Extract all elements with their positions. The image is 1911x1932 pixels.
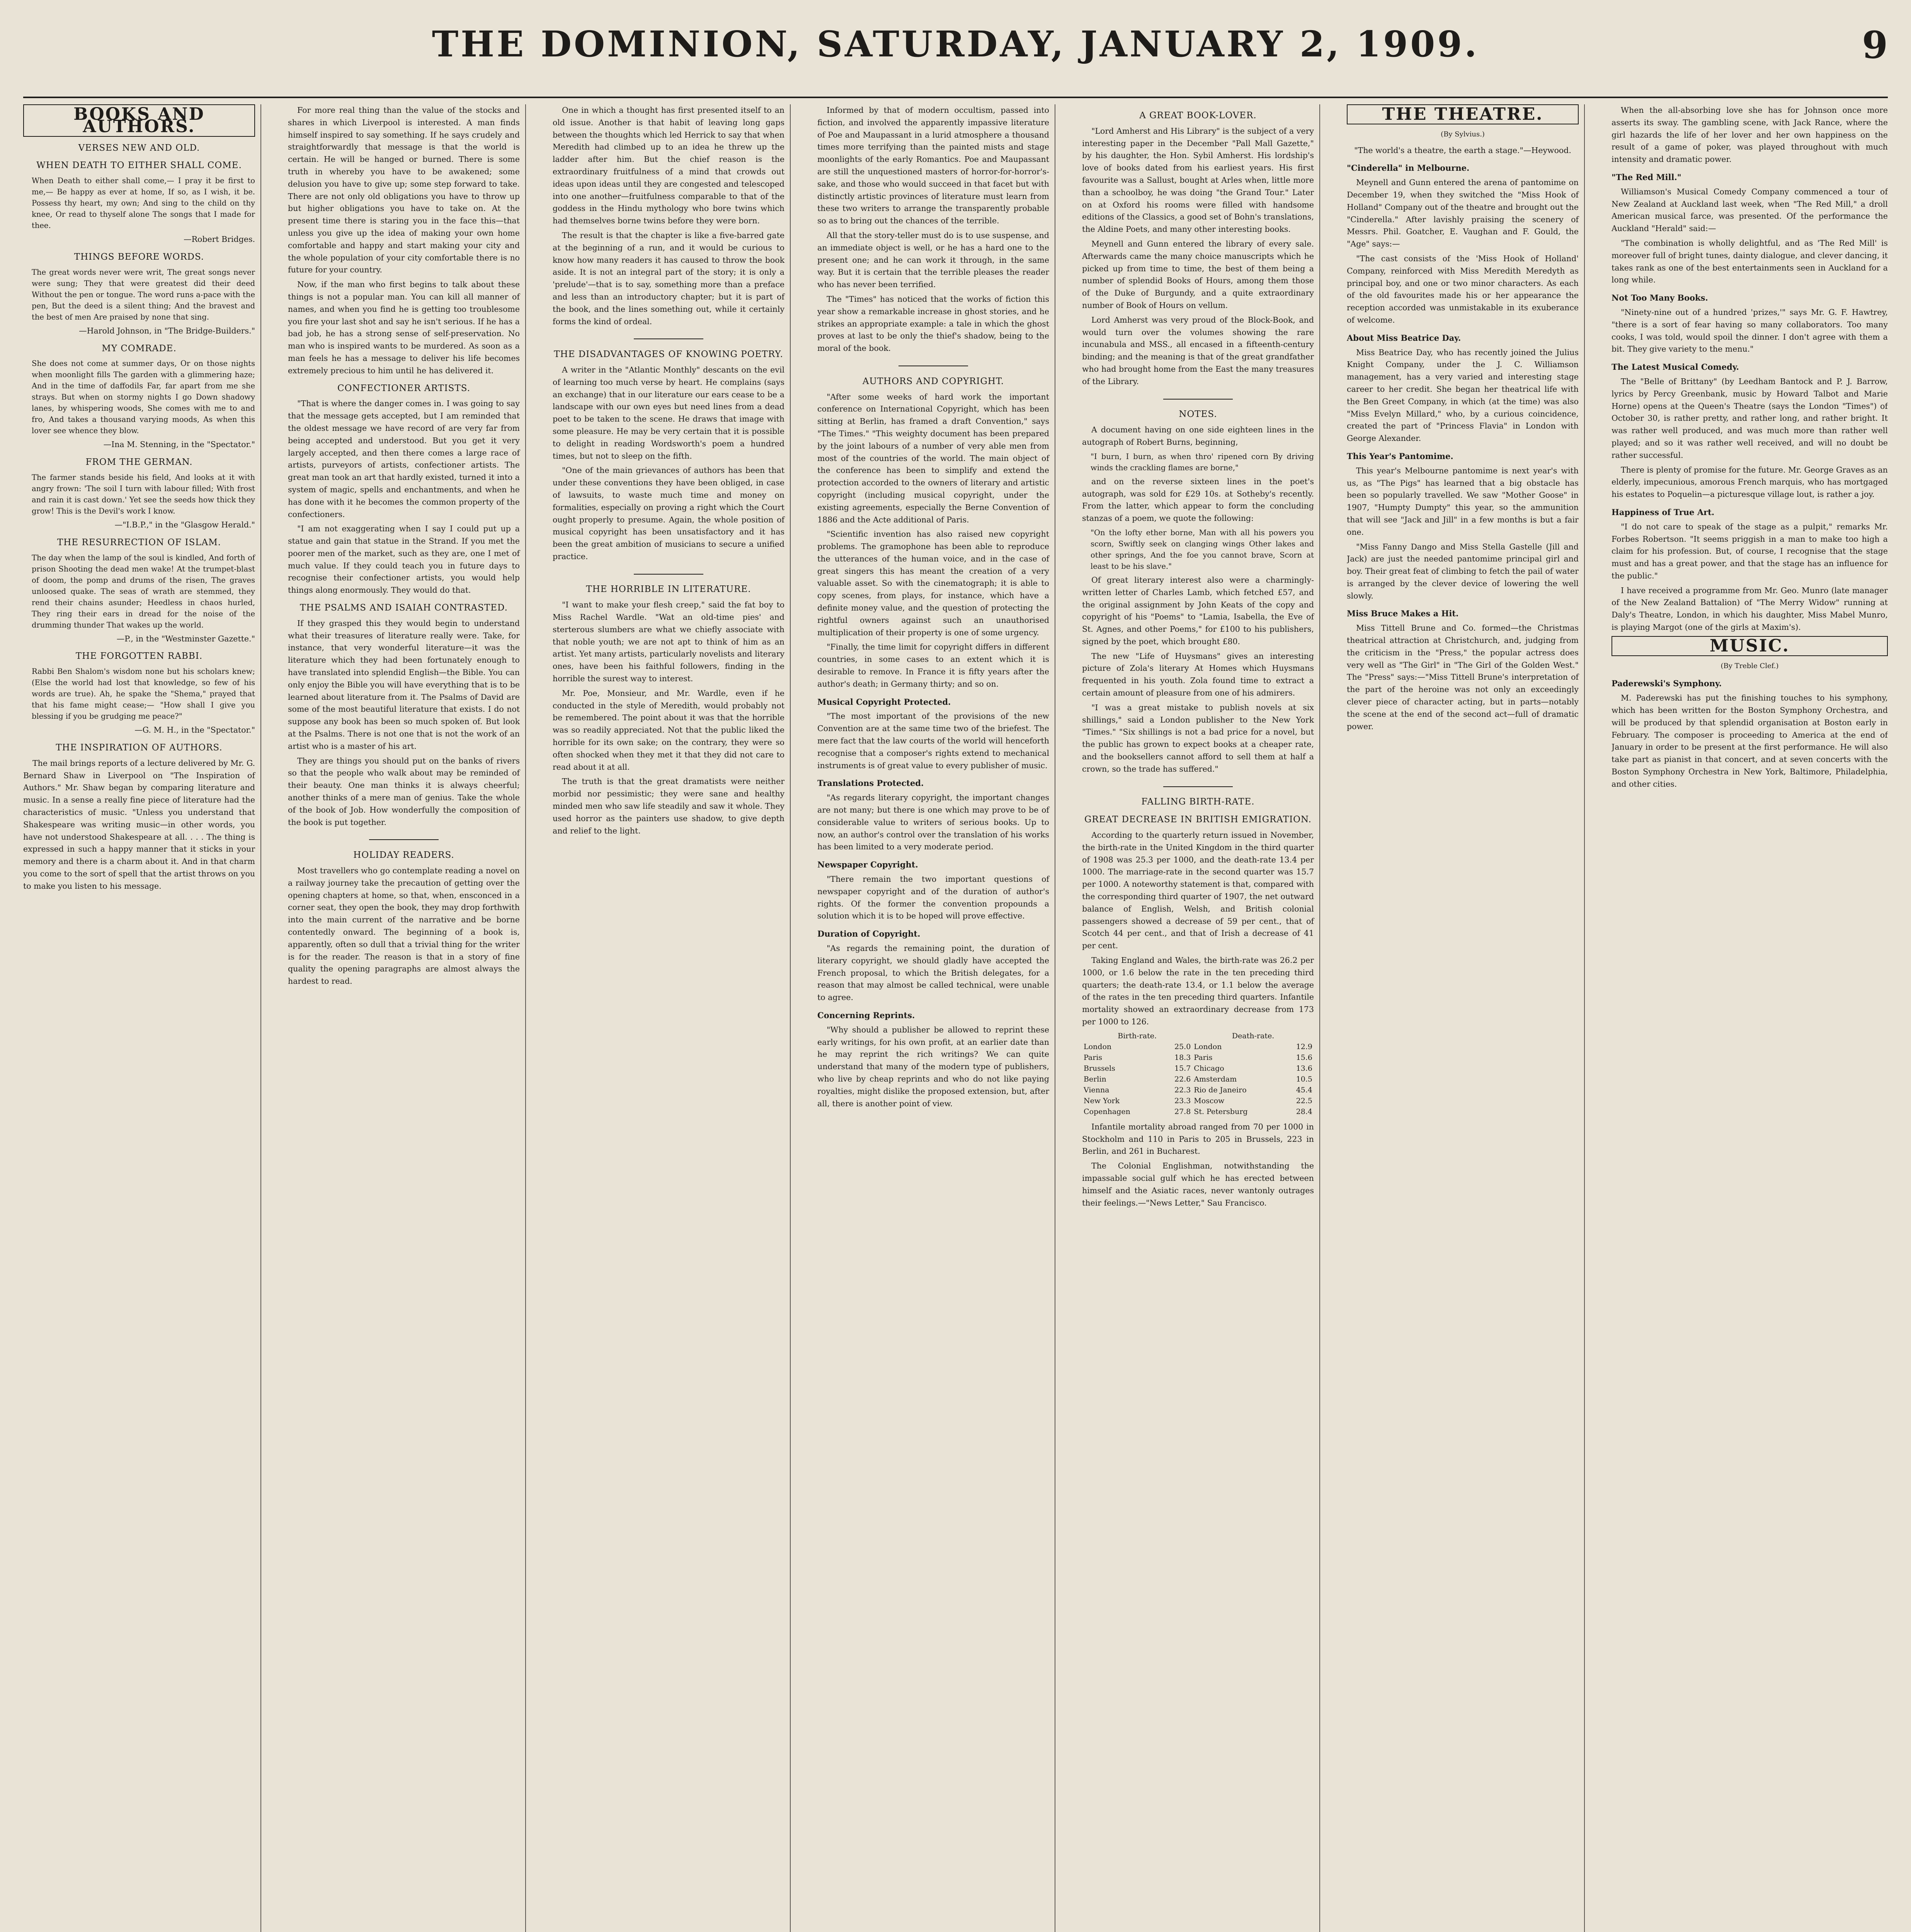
article-paragraph: If they grasped this they would begin to understand what their treasures of literature really were. Take, for instance, that very wonderful literature—it was the literature which they had been fortunately enough to have translated into splendid English—the Bible. You can only enjoy the Bible you will have everything that is to be learned about literature from it. The Psalms of David are some of the most beautiful literature that exists. I do not suppose any book has been so much spoken of. But look at the Psalms. There is not one that is not the work of an artist who is a master of his art. — [288, 618, 520, 751]
poem-title: THINGS BEFORE WORDS. — [74, 252, 204, 262]
article-subheading: Newspaper Copyright. — [817, 860, 918, 870]
byline: (By Treble Clef.) — [1720, 662, 1779, 670]
poem-body: The farmer stands beside his field, And looks at it with angry frown: 'The soil I turn with labour filled; With frost and rain it is cast down.' Yet see the seeds how thick they grow! This is the Devil's work I know. — [32, 473, 255, 515]
article-paragraph: and on the reverse sixteen lines in the poet's autograph, was sold for £29 10s. at Sotheby's recently. From the latter, which appear to form the concluding stanzas of a poem, we quote the following: — [1082, 476, 1314, 523]
article-subheading: About Miss Beatrice Day. — [1347, 333, 1461, 343]
article-heading: HOLIDAY READERS. — [353, 850, 454, 861]
article-paragraph: Informed by that of modern occultism, passed into fiction, and involved the apparently impassive literature of Poe and Maupassant in a lurid atmosphere a thousand times more terrifying than the painted mists and stage moonlights of the early Romantics. Poe and Maupassant are still the unquestioned masters of horror-for-horror's-sake, and those who would succeed in that facet but with distinctly artistic provinces of literature must learn from these two writers to arrange the transparently probable so as to bring out the chances of the terrible. — [817, 105, 1049, 226]
article-subheading: Concerning Reprints. — [817, 1010, 915, 1020]
column-2 — [288, 104, 526, 1932]
article-paragraph: "Miss Fanny Dango and Miss Stella Gastelle (Jill and Jack) are just the needed pantomime principal girl and boy. Their great feat of climbing to fetch the pail of water is arranged by the clever device of lowering the well slowly. — [1347, 542, 1579, 600]
table-cell: St. Petersburg — [1194, 1107, 1248, 1116]
divider — [553, 331, 784, 343]
column-7 — [1612, 104, 1888, 1932]
article-subheading: "Cinderella" in Melbourne. — [1347, 163, 1470, 173]
table-cell: Chicago — [1194, 1064, 1224, 1073]
table-cell: Moscow — [1194, 1096, 1225, 1105]
table-cell: 15.7 — [1174, 1064, 1191, 1073]
table-cell: 22.6 — [1174, 1075, 1191, 1083]
poem-title: FROM THE GERMAN. — [85, 457, 193, 468]
article-heading: FALLING BIRTH-RATE. — [1141, 797, 1255, 807]
table-cell: 12.9 — [1296, 1042, 1312, 1051]
table-cell: Berlin — [1084, 1075, 1106, 1083]
article-subheading: THE PSALMS AND ISAIAH CONTRASTED. — [300, 603, 508, 613]
article-paragraph: "One of the main grievances of authors has been that under these conventions they have been obliged, in case of lawsuits, to waste much time and money on formalities, especially on proving a right which the Court ought properly to presume. Again, the whole position of musical copyright has been unsatisfactory and it has been the great ambition of musicians to secure a unified practice. — [553, 466, 784, 561]
page-number: 9 — [1862, 23, 1888, 67]
article-paragraph: A document having on one side eighteen lines in the autograph of Robert Burns, beginning, — [1082, 425, 1314, 447]
poem-attribution: —Harold Johnson, in "The Bridge-Builders." — [79, 326, 255, 335]
table-row — [1082, 1085, 1314, 1095]
article-paragraph: "The cast consists of the 'Miss Hook of Holland' Company, reinforced with Miss Meredith Meredyth as principal boy, and one or two minor characters. As each of the old favourites made his or her appearance the reception accorded was unmistakable in its exuberance of welcome. — [1347, 253, 1579, 325]
article-paragraph: "I am not exaggerating when I say I could put up a statue and gain that statue in the Strand. If you met the poorer men of the market, such as they are, one I met of much value. If they could teach you in future days to recognise their confectioner artists, you would help things along enormously. They would do that. — [288, 524, 520, 595]
table-cell: New York — [1084, 1096, 1120, 1105]
article-paragraph: One in which a thought has first presented itself to an old issue. Another is that habit of leaving long gaps between the thoughts which led Herrick to say that when Meredith had climbed up to an idea he threw up the ladder after him. But the chief reason is the extraordinary fruitfulness of a mind that crowds out ideas upon ideas until they are congested and telescoped into one another—fruitfulness comparable to that of the goddess in the Hindu mythology who bore twins which had themselves borne twins before they were born. — [553, 105, 784, 226]
table-header: Birth-rate. — [1118, 1031, 1157, 1040]
article-paragraph: The truth is that the great dramatists were neither morbid nor pessimistic; they were sane and healthy minded men who saw life steadily and saw it whole. They used horror as the painters use shadow, to give depth and relief to the light. — [553, 777, 784, 835]
article-paragraph: This year's Melbourne pantomime is next year's with us, as "The Pigs" has learned that a big obstacle has been so popularly travelled. We saw "Mother Goose" in 1907, "Humpty Dumpty" this year, so the ammunition that will see "Jack and Jill" in a few months is but a fair one. — [1347, 466, 1579, 537]
table-header-row — [1082, 1031, 1314, 1041]
poem-body: The great words never were writ, The great songs never were sung; They that were greatest did their deed Without the pen or tongue. The word runs a-pace with the pen, But the deed is a silent thing; And the bravest and the best of men Are praised by none that sing. — [32, 267, 255, 321]
article-paragraph: Infantile mortality abroad ranged from 70 per 1000 in Stockholm and 110 in Paris to 205 in Brussels, 223 in Berlin, and 261 in Bucharest. — [1082, 1122, 1314, 1156]
article-paragraph: "I do not care to speak of the stage as a pulpit," remarks Mr. Forbes Robertson. "It seems priggish in a man to make too high a claim for his profession. But, of course, I recognise that the stage must and has a great power, and that the stage has an influence for the public." — [1612, 522, 1888, 580]
birth-death-rate-table — [1082, 1031, 1314, 1117]
article-subheading: CONFECTIONER ARTISTS. — [337, 383, 471, 393]
article-paragraph: For more real thing than the value of the stocks and shares in which Liverpool is interested. A man finds himself inspired to say something. If he says crudely and straightforwardly that message is that the world is certain. He will be hanged or burned. There is some truth in whereby you have to be awakened; some delusion you have to give up; some step forward to take. There are not only old obligations you have to throw up but higher obligations you have to take on. At the present time there is staring you in the face this—that unless you give up the idea of making your own home comfortable and happy and start making your city and the whole population of your city comfortable there is no future for your country. — [288, 105, 520, 275]
article-paragraph: All that the story-teller must do is to use suspense, and an immediate object is well, or he has a hard one to the present one; and he can work it through, in the same way. But it is certain that the terrible pleases the reader who has never been terrified. — [817, 230, 1049, 289]
article-subheading: Translations Protected. — [817, 778, 924, 788]
article-paragraph: Williamson's Musical Comedy Company commenced a tour of New Zealand at Auckland last week, when "The Red Mill," a droll American musical farce, was presented. Of the performance the Auckland "Herald" said:— — [1612, 187, 1888, 233]
article-paragraph: Miss Beatrice Day, who has recently joined the Julius Knight Company, under the J. C. Williamson management, has a very varied and interesting stage career to her credit. She began her theatrical life with the Ben Greet Company, in which (at the time) was also "Miss Evelyn Millard," who, by a curious coincidence, created the part of "Princess Flavia" in London with George Alexander. — [1347, 347, 1579, 443]
poem-body: The day when the lamp of the soul is kindled, And forth of prison Shooting the dead men wake! At the trumpet-blast of doom, the pomp and drums of the risen, The graves unloosed quake. The seas of wrath are stemmed, they rend their chains asunder; Heedless in chaos hurled, They ring their ears in dread for the noise of the drumming thunder That wakes up the world. — [32, 553, 255, 629]
table-cell: Rio de Janeiro — [1194, 1085, 1247, 1094]
article-heading: A GREAT BOOK-LOVER. — [1139, 111, 1257, 121]
article-paragraph: Most travellers who go contemplate reading a novel on a railway journey take the precaution of getting over the opening chapters at home, so that, when, ensconced in a corner seat, they open the book, they may drop forthwith into the main current of the narrative and be borne contentedly onward. The beginning of a book is, apparently, often so dull that a trivial thing for the writer is for the reader. The reason is that in a story of fine quality the opening paragraphs are almost always the hardest to read. — [288, 866, 520, 986]
article-paragraph: "Finally, the time limit for copyright differs in different countries, in some cases to an extent which it is desirable to remove. In France it is fifty years after the author's death; in Germany thirty; and so on. — [817, 642, 1049, 689]
table-cell: 22.3 — [1174, 1085, 1191, 1094]
table-row — [1082, 1063, 1314, 1074]
section-heading-music: MUSIC. — [1612, 636, 1888, 656]
poem-body: Rabbi Ben Shalom's wisdom none but his scholars knew; (Else the world had lost that knowledge, so few of his words are true). Ah, he spake the "Shema," prayed that that his fame might cease;— "How shall I give you blessing if you be grudging me peace?" — [32, 667, 255, 721]
table-cell: Paris — [1084, 1053, 1103, 1062]
article-subheading: Miss Bruce Makes a Hit. — [1347, 609, 1459, 619]
article-subheading: Happiness of True Art. — [1612, 507, 1715, 517]
table-cell: Brussels — [1084, 1064, 1115, 1073]
poem-body: She does not come at summer days, Or on those nights when moonlight fills The garden with a glimmering haze; And in the time of daffodils Far, far apart from me she strays. But when on stormy nights I go Down shadowy lanes, by whispering woods, She comes with me to and fro, And takes a thousand varying moods, As when this lover see whence they blow. — [32, 359, 255, 435]
divider — [1082, 779, 1314, 791]
poem-body: When Death to either shall come,— I pray it be first to me,— Be happy as ever at home, If so, as I wish, it be. Possess thy heart, my own; And sing to the child on thy knee, Or read to thyself alone The songs that I made for thee. — [32, 176, 255, 230]
article-paragraph: "Lord Amherst and His Library" is the subject of a very interesting paper in the December "Pall Mall Gazette," by his daughter, the Hon. Sybil Amherst. His lordship's love of books dated from his earliest years. His first favourite was a Sallust, bought at Arles when, little more than a schoolboy, he was doing "the Grand Tour." Later on at Oxford his rooms were filled with handsome editions of the Classics, a good set of Bohn's translations, the Aldine Poets, and many other interesting books. — [1082, 126, 1314, 234]
article-subheading: Musical Copyright Protected. — [817, 697, 951, 707]
table-cell: London — [1084, 1042, 1112, 1051]
table-row — [1082, 1041, 1314, 1052]
divider — [288, 832, 520, 844]
divider — [817, 358, 1049, 370]
article-paragraph: The new "Life of Huysmans" gives an interesting picture of Zola's literary At Homes which Huysmans frequented in his youth. Zola found time to extract a certain amount of pleasure from one of his admirers. — [1082, 651, 1314, 698]
article-paragraph: "The combination is wholly delightful, and as 'The Red Mill' is moreover full of bright tunes, dainty dialogue, and clever dancing, it takes rank as one of the best entertainments seen in Auckland for a long while. — [1612, 238, 1888, 285]
table-cell: 28.4 — [1296, 1107, 1312, 1116]
table-cell: 25.0 — [1174, 1042, 1191, 1051]
section-heading-theatre: THE THEATRE. — [1347, 104, 1579, 124]
table-cell: 15.6 — [1296, 1053, 1312, 1062]
table-header: Death-rate. — [1232, 1031, 1275, 1040]
article-subheading: This Year's Pantomime. — [1347, 451, 1453, 461]
article-subheading: Paderewski's Symphony. — [1612, 679, 1722, 689]
article-paragraph: There is plenty of promise for the future. Mr. George Graves as an elderly, impecunious, amorous French marquis, who has mortgaged his estates to Poquelin—a picturesque village lout, is rather a joy. — [1612, 465, 1888, 499]
article-paragraph: "Ninety-nine out of a hundred 'prizes,'" says Mr. G. F. Hawtrey, "there is a sort of fear having so many collaborators. Too many cooks, I was told, would spoil the dinner. I don't agree with them a bit. They give variety to the menu." — [1612, 307, 1888, 354]
table-cell: London — [1194, 1042, 1222, 1051]
table-cell: Copenhagen — [1084, 1107, 1130, 1116]
divider — [1082, 391, 1314, 403]
table-cell: 18.3 — [1174, 1053, 1191, 1062]
article-paragraph: They are things you should put on the banks of rivers so that the people who walk about may be reminded of their beauty. One man thinks it is always cheerful; another thinks of a mere man of genius. Take the whole of the book of Job. How wonderfully the composition of the book is put together. — [288, 756, 520, 827]
byline: (By Sylvius.) — [1441, 130, 1485, 138]
table-cell: 22.5 — [1296, 1096, 1312, 1105]
table-cell: 45.4 — [1296, 1085, 1312, 1094]
poem-attribution: —Ina M. Stenning, in the "Spectator." — [103, 440, 255, 449]
column-theatre — [1347, 104, 1585, 1932]
article-paragraph: "Why should a publisher be allowed to reprint these early writings, for his own profit, at an earlier date than he may reprint the rich writings? We can quite understand that many of the modern type of publishers, who live by cheap reprints and who do not like paying royalties, might dislike the proposed extension, but, after all, there is another point of view. — [817, 1025, 1049, 1108]
article-paragraph: "I was a great mistake to publish novels at six shillings," said a London publisher to the New York "Times." "Six shillings is not a bad price for a novel, but the public has grown to expect books at a cheaper rate, and the booksellers cannot afford to sell them at half a crown, so the trade has suffered." — [1082, 702, 1314, 774]
article-heading: AUTHORS AND COPYRIGHT. — [862, 376, 1004, 386]
article-paragraph: Of great literary interest also were a charmingly-written letter of Charles Lamb, which fetched £57, and the original assignment by John Keats of the copy and copyright of his "Poems" to "Lamia, Isabella, the Eve of St. Agnes, and other Poems," for £100 to his publishers, signed by the poet, which brought £80. — [1082, 575, 1314, 646]
table-cell: 23.3 — [1174, 1096, 1191, 1105]
table-row — [1082, 1106, 1314, 1117]
article-heading: THE HORRIBLE IN LITERATURE. — [586, 584, 751, 595]
article-paragraph: According to the quarterly return issued in November, the birth-rate in the United Kingdom in the third quarter of 1908 was 25.3 per 1000, and the death-rate 13.4 per 1000. The marriage-rate in the second quarter was 15.7 per 1000. A noteworthy statement is that, compared with the corresponding third quarter of 1907, the net outward balance of English, Welsh, and British colonial passengers showed a decrease of 59 per cent., that of Scotch 44 per cent., and that of Irish a decrease of 41 per cent. — [1082, 830, 1314, 951]
article-paragraph: "That is where the danger comes in. I was going to say that the message gets accepted, but I am reminded that the oldest message we have record of are very far from being accepted and understood. But you get it very largely accepted, and then there comes a large race of artists, purveyors of artists, confectioner artists. The great man took an art that hardly existed, turned it into a system of magic, spells and enchantments, and when he has done with it he becomes the common property of the confectioners. — [288, 399, 520, 519]
article-paragraph: "After some weeks of hard work the important conference on International Copyright, which has been sitting at Berlin, has framed a draft Convention," says "The Times." "This weighty document has been prepared by the joint labours of a number of very able men from most of the countries of the world. The main object of the conference has been to simplify and extend the protection accorded to the owners of literary and artistic copyright (including musical copyright, under the existing agreements, especially the Berne Convention of 1886 and the Acte additional of Paris. — [817, 392, 1049, 524]
column-5 — [1082, 104, 1320, 1932]
article-paragraph: "Scientific invention has also raised new copyright problems. The gramophone has been able to reproduce the utterances of the human voice, and in the case of great singers this has meant the creation of a very valuable asset. So with the cinematograph; it is able to copy scenes, from plays, for instance, which have a definite money value, and the question of protecting the rightful owners against such an unauthorised multiplication of their property is one of some urgency. — [817, 529, 1049, 637]
article-paragraph: Now, if the man who first begins to talk about these things is not a popular man. You can kill all manner of names, and when you find he is getting too troublesome you fire your last shot and say he isn't serious. If he has a bad job, he has a strong sense of self-preservation. No man who is inspired wants to be murdered. As soon as a man feels he has a message to deliver his life becomes extremely precious to him until he has delivered it. — [288, 280, 520, 375]
poem-attribution: —P., in the "Westminster Gazette." — [116, 634, 255, 643]
section-heading-books-authors: BOOKS AND AUTHORS. — [23, 104, 255, 137]
table-row — [1082, 1095, 1314, 1106]
table-cell: Amsterdam — [1194, 1075, 1237, 1083]
article-paragraph: Lord Amherst was very proud of the Block-Book, and would turn over the volumes showing the rare incunabula and MSS., all encased in a fifteenth-century binding; and the meaning is that of the great grandfather who had brought home from the East the many treasures of the Library. — [1082, 315, 1314, 386]
article-subheading: "The Red Mill." — [1612, 172, 1681, 182]
table-cell: 10.5 — [1296, 1075, 1312, 1083]
article-paragraph: M. Paderewski has put the finishing touches to his symphony, which has been written for the Boston Symphony Orchestra, and will be produced by that splendid organisation at Boston early in February. The composer is proceeding to America at the end of January in order to be present at the first performance. He will also take part as pianist in that concert, and at seven concerts with the Boston Symphony Orchestra in New York, Baltimore, Philadelphia, and other cities. — [1612, 693, 1888, 789]
poem-attribution: —"I.B.P.," in the "Glasgow Herald." — [114, 520, 255, 529]
article-subheading: The Latest Musical Comedy. — [1612, 362, 1739, 372]
table-cell: 27.8 — [1174, 1107, 1191, 1116]
divider — [553, 566, 784, 578]
masthead — [23, 15, 1888, 98]
article-subheading: Not Too Many Books. — [1612, 293, 1708, 303]
poem-title: THE RESURRECTION OF ISLAM. — [57, 537, 221, 548]
article-paragraph: A writer in the "Atlantic Monthly" descants on the evil of learning too much verse by heart. He complains (says an exchange) that in our literature our ears cease to be a landscape with our own eyes but need lines from a dead poet to be taken to the scene. He draws that image with some pleasure. He may be very certain that it is possible to delight in reading Wordsworth's poem a hundred times, but not to sleep on the fifth. — [553, 365, 784, 461]
article-paragraph: "The most important of the provisions of the new Convention are at the same time two of the briefest. The mere fact that the law courts of the world will henceforth recognise that a composer's rights extend to mechanical instruments is of great value to every publisher of music. — [817, 711, 1049, 770]
article-paragraph: When the all-absorbing love she has for Johnson once more asserts its sway. The gambling scene, with Jack Rance, where the girl hazards the life of her lover and her own happiness on the result of a game of poker, was played throughout with much intensity and dramatic power. — [1612, 105, 1888, 164]
masthead-title: THE DOMINION, SATURDAY, JANUARY 2, 1909. — [432, 23, 1479, 65]
article-paragraph: I have received a programme from Mr. Geo. Munro (late manager of the New Zealand Battalion) of "The Merry Widow" running at Daly's Theatre, London, in which his daughter, Miss Mabel Munro, is playing Margot (one of the girls at Maxim's). — [1612, 585, 1888, 632]
column-4 — [817, 104, 1055, 1932]
article-paragraph: Meynell and Gunn entered the library of every sale. Afterwards came the many choice manuscripts which he picked up from time to time, the best of them being a number of splendid Books of Hours, among them those of the Duke of Burgundy, and a quite extraordinary number of Book of Hours on vellum. — [1082, 239, 1314, 310]
article-paragraph: "There remain the two important questions of newspaper copyright and of the duration of author's rights. Of the former the convention propounds a solution which it is to be hoped will prove effective. — [817, 874, 1049, 921]
article-paragraph: The "Times" has noticed that the works of fiction this year show a remarkable increase in ghost stories, and he strikes an appropriate example: a tale in which the ghost proves at last to be only the thief's shadow, being to the moral of the book. — [817, 294, 1049, 353]
table-cell: Vienna — [1084, 1085, 1110, 1094]
heading-verses: VERSES NEW AND OLD. — [78, 143, 200, 153]
poem-attribution: —Robert Bridges. — [184, 235, 255, 244]
article-paragraph: Mr. Poe, Monsieur, and Mr. Wardle, even if he conducted in the style of Meredith, would probably not be remembered. The point about it was that the horrible was so readily appreciated. Not that the public liked the horrible for its own sake; on the contrary, they were so often shocked when they met it that they did not care to read about it at all. — [553, 688, 784, 772]
epigraph: "The world's a theatre, the earth a stage."—Heywood. — [1354, 145, 1571, 155]
quoted-verse: "I burn, I burn, as when thro' ripened corn By driving winds the crackling flames are borne," — [1091, 452, 1314, 472]
article-heading: THE DISADVANTAGES OF KNOWING POETRY. — [554, 349, 783, 360]
table-row — [1082, 1074, 1314, 1085]
quoted-verse: "On the lofty ether borne, Man with all his powers you scorn, Swiftly seek on clanging wings Other lakes and other springs, And the foe you cannot brave, Scorn at least to be his slave." — [1091, 528, 1314, 571]
article-paragraph: "As regards the remaining point, the duration of literary copyright, we should gladly have accepted the French proposal, to which the British delegates, for a reason that may almost be called technical, were unable to agree. — [817, 944, 1049, 1002]
article-paragraph: The mail brings reports of a lecture delivered by Mr. G. Bernard Shaw in Liverpool on "The Inspiration of Authors." Mr. Shaw began by comparing literature and music. In a sense a really fine piece of literature had the characteristics of music. "Unless you understand that Shakespeare was writing music—in other words, you have not understood Shakespeare at all. . . . The thing is expressed in such a happy manner that it sticks in your memory and there is a charm about it. And in that charm you come to the sort of spell that the artist throws on you to make you listen to his message. — [23, 758, 255, 891]
article-heading: NOTES. — [1179, 409, 1217, 420]
article-paragraph: "As regards literary copyright, the important changes are not many; but there is one which may prove to be of considerable value to writers of serious books. Up to now, an author's control over the translation of his works has been limited to a very moderate period. — [817, 793, 1049, 852]
article-paragraph: Taking England and Wales, the birth-rate was 26.2 per 1000, or 1.6 below the rate in the ten preceding third quarters; the death-rate 13.4, or 1.1 below the average of the rates in the ten preceding third quarters. Infantile mortality showed an extraordinary decrease from 173 per 1000 to 126. — [1082, 956, 1314, 1026]
article-heading: THE INSPIRATION OF AUTHORS. — [56, 742, 223, 753]
article-paragraph: Meynell and Gunn entered the arena of pantomime on December 19, when they switched the "Miss Hook of Holland" Company out of the theatre and brought out the "Cinderella." After lavishly praising the scenery of Messrs. Phil. Goatcher, E. Vaughan and F. Gould, the "Age" says:— — [1347, 178, 1579, 249]
article-paragraph: Miss Tittell Brune and Co. formed—the Christmas theatrical attraction at Christchurch, and, judging from the criticism in the "Press," the popular actress does very well as "The Girl" in "The Girl of the Golden West." The "Press" says:—"Miss Tittell Brune's interpretation of the part of the heroine was not only an exceedingly clever piece of character acting, but in parts—notably the scene at the end of the second act—full of dramatic power. — [1347, 623, 1579, 731]
table-row — [1082, 1052, 1314, 1063]
article-paragraph: "I want to make your flesh creep," said the fat boy to Miss Rachel Wardle. "Wat an old-time pies' and sterterous slumbers are what we chiefly associate with that noble youth; we are not apt to think of him as an artist. Yet many artists, particularly novelists and literary ones, have been his faithful followers, finding in the horrible the surest way to interest. — [553, 600, 784, 684]
article-subheading: GREAT DECREASE IN BRITISH EMIGRATION. — [1084, 815, 1312, 825]
article-paragraph: The "Belle of Brittany" (by Leedham Bantock and P. J. Barrow, lyrics by Percy Greenbank, music by Howard Talbot and Marie Horne) opens at the Queen's Theatre (says the London "Times") of October 30, is rather pretty, and rather long, and rather bright. It was rather well produced, and was much more than rather well played; and so it was rather well received, and will no doubt be rather successful. — [1612, 376, 1888, 460]
column-3 — [553, 104, 791, 1932]
poem-title: WHEN DEATH TO EITHER SHALL COME. — [36, 160, 242, 171]
poem-attribution: —G. M. H., in the "Spectator." — [134, 725, 255, 735]
article-paragraph: The result is that the chapter is like a five-barred gate at the beginning of a run, and it would be curious to know how many readers it has caused to throw the book aside. It is not an integral part of the story; it is only a 'prelude'—that is to say, something more than a preface and less than an introductory chapter; but it is part of the book, and the lines something out, while it certainly forms the kind of ordeal. — [553, 230, 784, 326]
table-cell: 13.6 — [1296, 1064, 1312, 1073]
table-cell: Paris — [1194, 1053, 1213, 1062]
poem-title: MY COMRADE. — [102, 343, 177, 354]
article-paragraph: The Colonial Englishman, notwithstanding the impassable social gulf which he has erected between himself and the Asiatic races, never wantonly outrages their feelings.—"News Letter," Sau Francisco. — [1082, 1161, 1314, 1208]
column-books-authors — [23, 104, 261, 1932]
poem-title: THE FORGOTTEN RABBI. — [75, 651, 203, 662]
article-subheading: Duration of Copyright. — [817, 929, 921, 939]
